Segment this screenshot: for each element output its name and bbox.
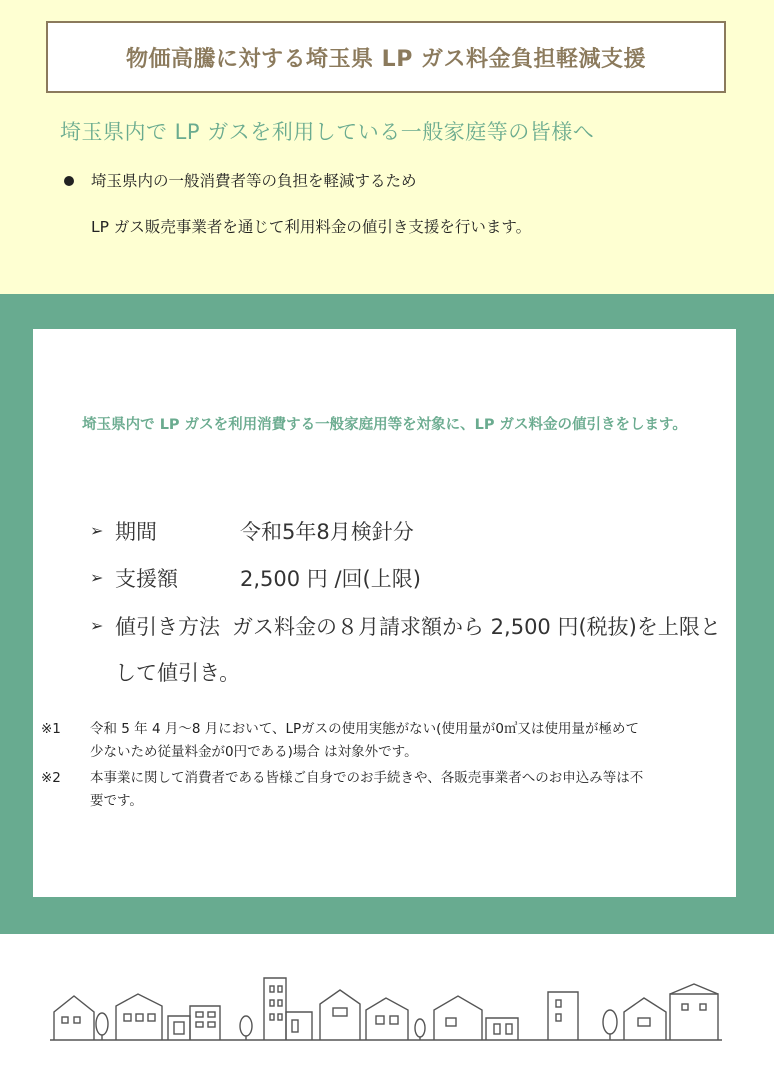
- note-mark-2: ※2: [41, 770, 61, 786]
- note-2-line-2: 要です。: [90, 793, 143, 809]
- period-label: 期間: [115, 520, 157, 544]
- note-2-line-1: 本事業に関して消費者である皆様ご自身でのお手続きや、各販売事業者へのお申込み等は不: [90, 770, 644, 786]
- method-continuation: して値引き。: [115, 661, 241, 685]
- intro-line-2: LP ガス販売事業者を通じて利用料金の値引き支援を行います。: [91, 218, 532, 236]
- card-lead: 埼玉県内で LP ガスを利用消費する一般家庭用等を対象に、LP ガス料金の値引きをします。: [82, 417, 687, 433]
- amount-label: 支援額: [115, 567, 178, 591]
- intro-line-1: 埼玉県内の一般消費者等の負担を軽減するため: [91, 172, 417, 190]
- page-title: 物価高騰に対する埼玉県 LP ガス料金負担軽減支援: [126, 46, 646, 72]
- page-subtitle: 埼玉県内で LP ガスを利用している一般家庭等の皆様へ: [60, 120, 595, 144]
- note-1-line-2: 少ないため従量料金が0円である)場合 は対象外です。: [90, 744, 418, 760]
- amount-value: 2,500 円 /回(上限): [240, 567, 421, 591]
- header-section: [0, 0, 774, 294]
- arrow-bullet-icon: ➢: [90, 616, 104, 635]
- arrow-bullet-icon: ➢: [90, 521, 104, 540]
- info-card: [33, 329, 736, 897]
- method-value: ガス料金の８月請求額から 2,500 円(税抜)を上限と: [232, 615, 721, 639]
- bullet-icon: [64, 176, 74, 186]
- townscape-illustration: [50, 972, 725, 1047]
- title-box: [46, 21, 726, 93]
- period-value: 令和5年8月検針分: [240, 520, 414, 544]
- method-label: 値引き方法: [115, 615, 220, 639]
- note-1-line-1: 令和 5 年 4 月～8 月において、LPガスの使用実態がない(使用量が0㎥又は使用量が極めて: [90, 721, 639, 737]
- arrow-bullet-icon: ➢: [90, 568, 104, 587]
- note-mark-1: ※1: [41, 721, 61, 737]
